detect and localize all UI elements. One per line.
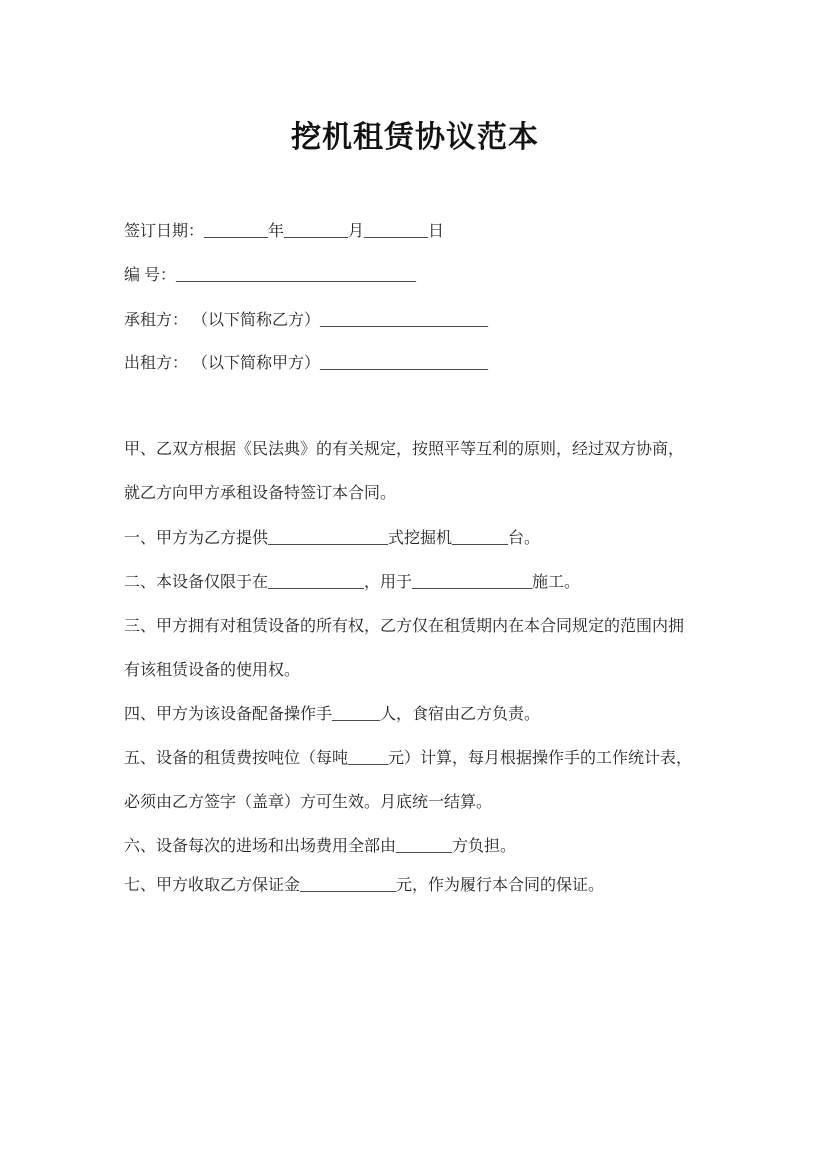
document-title: 挖机租赁协议范本 [291,121,539,154]
sign-date-field: 签订日期：________年________月________日 [124,223,445,240]
clause-5-line-2: 必须由乙方签字（盖章）方可生效。月底统一结算。 [124,794,493,811]
clause-2: 二、本设备仅限于在____________，用于_______________施工。 [124,574,581,591]
clause-4: 四、甲方为该设备配备操作手______人，食宿由乙方负责。 [124,706,541,723]
clause-1: 一、甲方为乙方提供_______________式挖掘机_______台。 [124,530,541,547]
clause-6: 六、设备每次的进场和出场费用全部由_______方负担。 [124,838,517,855]
preamble-line-2: 就乙方向甲方承租设备特签订本合同。 [124,485,397,502]
lessee-field: 承租方： （以下简称乙方）_____________________ [124,312,489,329]
clause-3-line-2: 有该租赁设备的使用权。 [124,662,301,679]
lessor-field: 出租方： （以下简称甲方）_____________________ [124,355,489,372]
preamble-line-1: 甲、乙双方根据《民法典》的有关规定，按照平等互利的原则，经过双方协商， [124,441,685,458]
clause-5-line-1: 五、设备的租赁费按吨位（每吨_____元）计算，每月根据操作手的工作统计表， [124,750,693,767]
contract-number-field: 编 号：______________________________ [124,267,417,284]
clause-3-line-1: 三、甲方拥有对租赁设备的所有权，乙方仅在租赁期内在本合同规定的范围内拥 [124,618,685,635]
clause-7: 七、甲方收取乙方保证金____________元，作为履行本合同的保证。 [124,877,605,894]
